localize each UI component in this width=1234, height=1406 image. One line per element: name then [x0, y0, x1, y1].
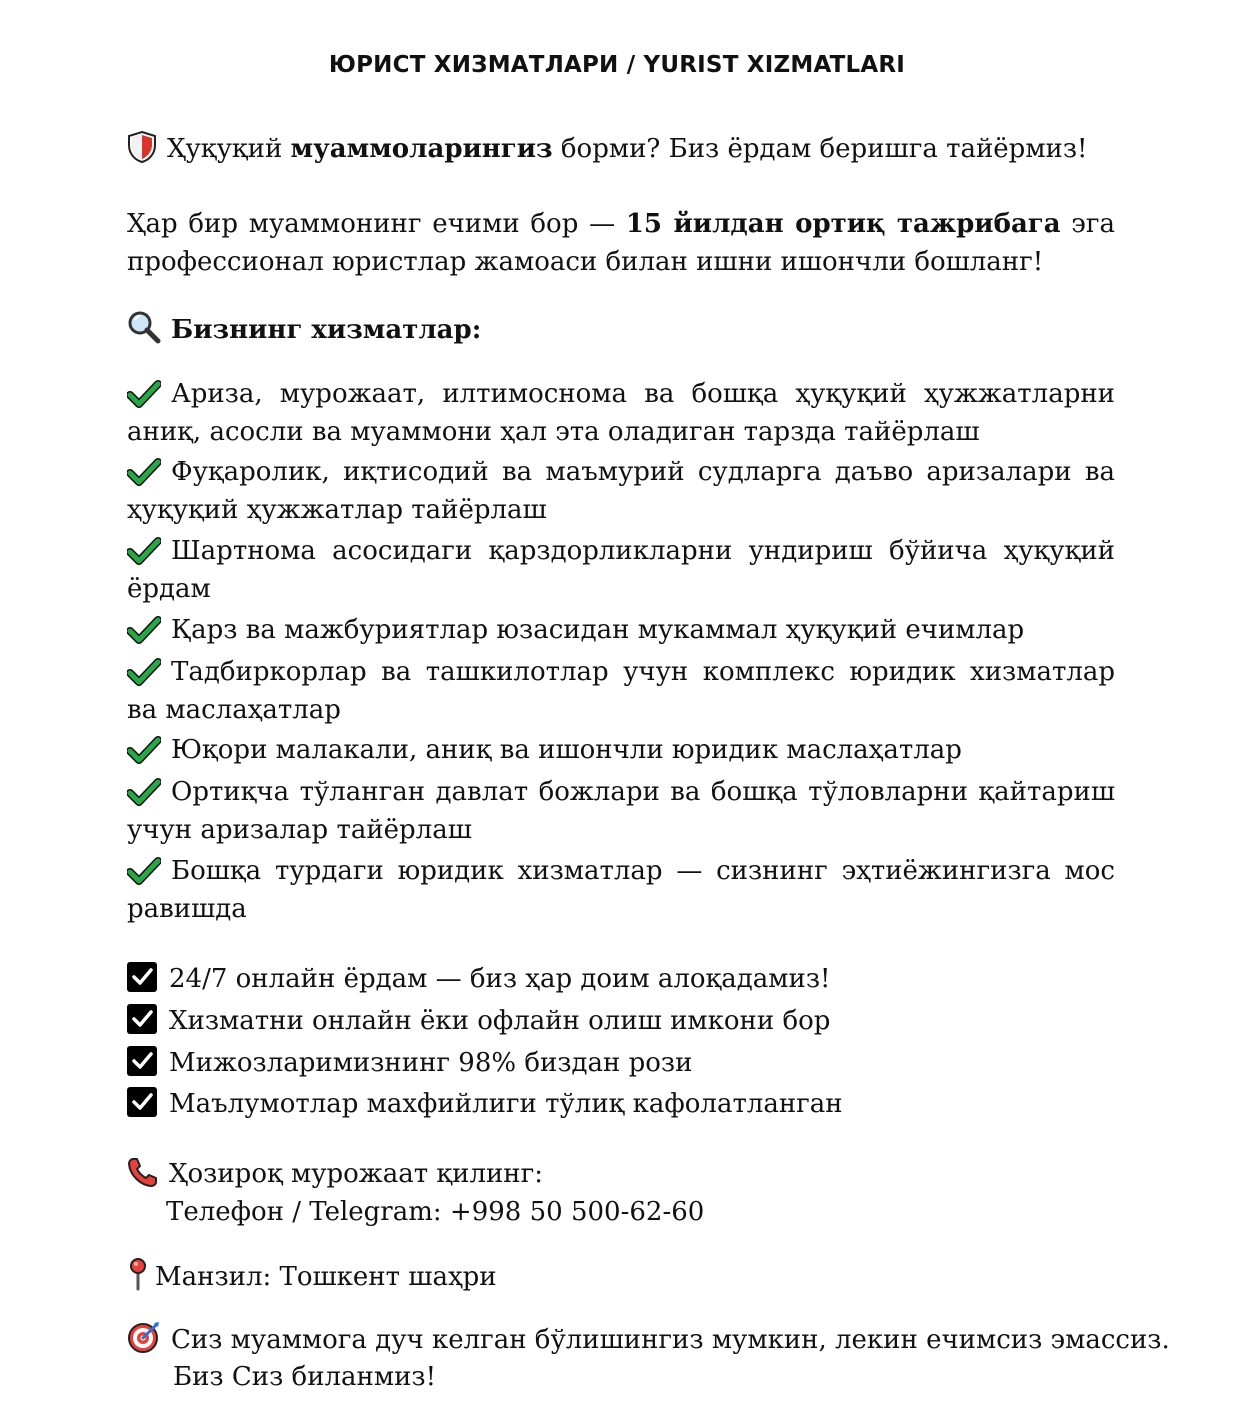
check-mark-icon: [127, 778, 161, 806]
intro-text-bold: муаммоларингиз: [290, 134, 553, 164]
service-item: Фуқаролик, иқтисодий ва маъмурий судларга даъво аризалари ва ҳуқуқий ҳужжатлар тайёрлаш: [127, 457, 1115, 525]
service-item: Ариза, мурожаат, илтимоснома ва бошқа ҳуқуқий ҳужжатларни аниқ, асосли ва муаммони ҳал эта оладиган тарзда тайёрлаш: [127, 379, 1115, 447]
check-mark-icon: [127, 736, 161, 764]
check-mark-icon: [127, 658, 161, 686]
page-title: ЮРИСТ ХИЗМАТЛАРИ / YURIST XIZMATLARI: [328, 52, 906, 78]
target-icon: [127, 1320, 161, 1354]
benefit-item: Мижозларимизнинг 98% биздан рози: [127, 1044, 1115, 1082]
service-item: Юқори малакали, аниқ ва ишончли юридик маслаҳатлар: [127, 731, 1115, 769]
experience-paragraph: Ҳар бир муаммонинг ечими бор — 15 йилдан ортиқ тажрибага эга профессионал юристлар жамоаси билан ишни ишончли бошланг!: [127, 209, 1115, 277]
checkbox-checked-icon: [127, 1004, 157, 1034]
contact-phone[interactable]: Телефон / Telegram: +998 50 500-62-60: [166, 1197, 705, 1227]
service-item: Ортиқча тўланган давлат божлари ва бошқа тўловларни қайтариш учун аризалар тайёрлаш: [127, 777, 1115, 845]
contact-heading: Ҳозироқ мурожаат қилинг:: [127, 1155, 1115, 1193]
checkbox-checked-icon: [127, 962, 157, 992]
intro-text-after: борми? Биз ёрдам беришга тайёрмиз!: [552, 134, 1088, 164]
address-line: Манзил: Тошкент шаҳри: [127, 1257, 1115, 1296]
service-item: Бошқа турдаги юридик хизматлар — сизнинг эҳтиёжингизга мос равишда: [127, 856, 1115, 924]
closing-line: Сиз муаммога дуч келган бўлишингиз мумкин, лекин ечимсиз эмассиз.: [127, 1320, 1115, 1359]
check-mark-icon: [127, 458, 161, 486]
check-mark-icon: [127, 537, 161, 565]
check-mark-icon: [127, 380, 161, 408]
checkbox-checked-icon: [127, 1046, 157, 1076]
benefit-item: Маълумотлар махфийлиги тўлиқ кафолатланган: [127, 1085, 1115, 1123]
services-heading: [127, 310, 1115, 349]
benefit-item: 24/7 онлайн ёрдам — биз ҳар доим алоқадамиз!: [127, 960, 1115, 998]
pin-icon: [127, 1257, 149, 1291]
check-mark-icon: [127, 616, 161, 644]
magnifier-icon: [127, 310, 161, 344]
checkbox-checked-icon: [127, 1087, 157, 1117]
service-item: Тадбиркорлар ва ташкилотлар учун комплекс юридик хизматлар ва маслаҳатлар: [127, 657, 1115, 725]
benefit-item: Хизматни онлайн ёки офлайн олиш имкони бор: [127, 1002, 1115, 1040]
experience-highlight: 15 йилдан ортиқ тажрибага: [625, 209, 1061, 239]
shield-icon: [127, 131, 157, 163]
intro-text-before: Ҳуқуқий: [167, 134, 291, 164]
service-item: Қарз ва мажбуриятлар юзасидан мукаммал ҳуқуқий ечимлар: [127, 611, 1115, 649]
phone-icon: [127, 1156, 159, 1188]
check-mark-icon: [127, 857, 161, 885]
service-item: Шартнома асосидаги қарздорликларни ундириш бўйича ҳуқуқий ёрдам: [127, 536, 1115, 604]
closing-line-2: Биз Сиз биланмиз!: [173, 1362, 437, 1392]
intro-line: [127, 130, 1115, 168]
services-heading-label: Бизнинг хизматлар:: [171, 315, 482, 345]
